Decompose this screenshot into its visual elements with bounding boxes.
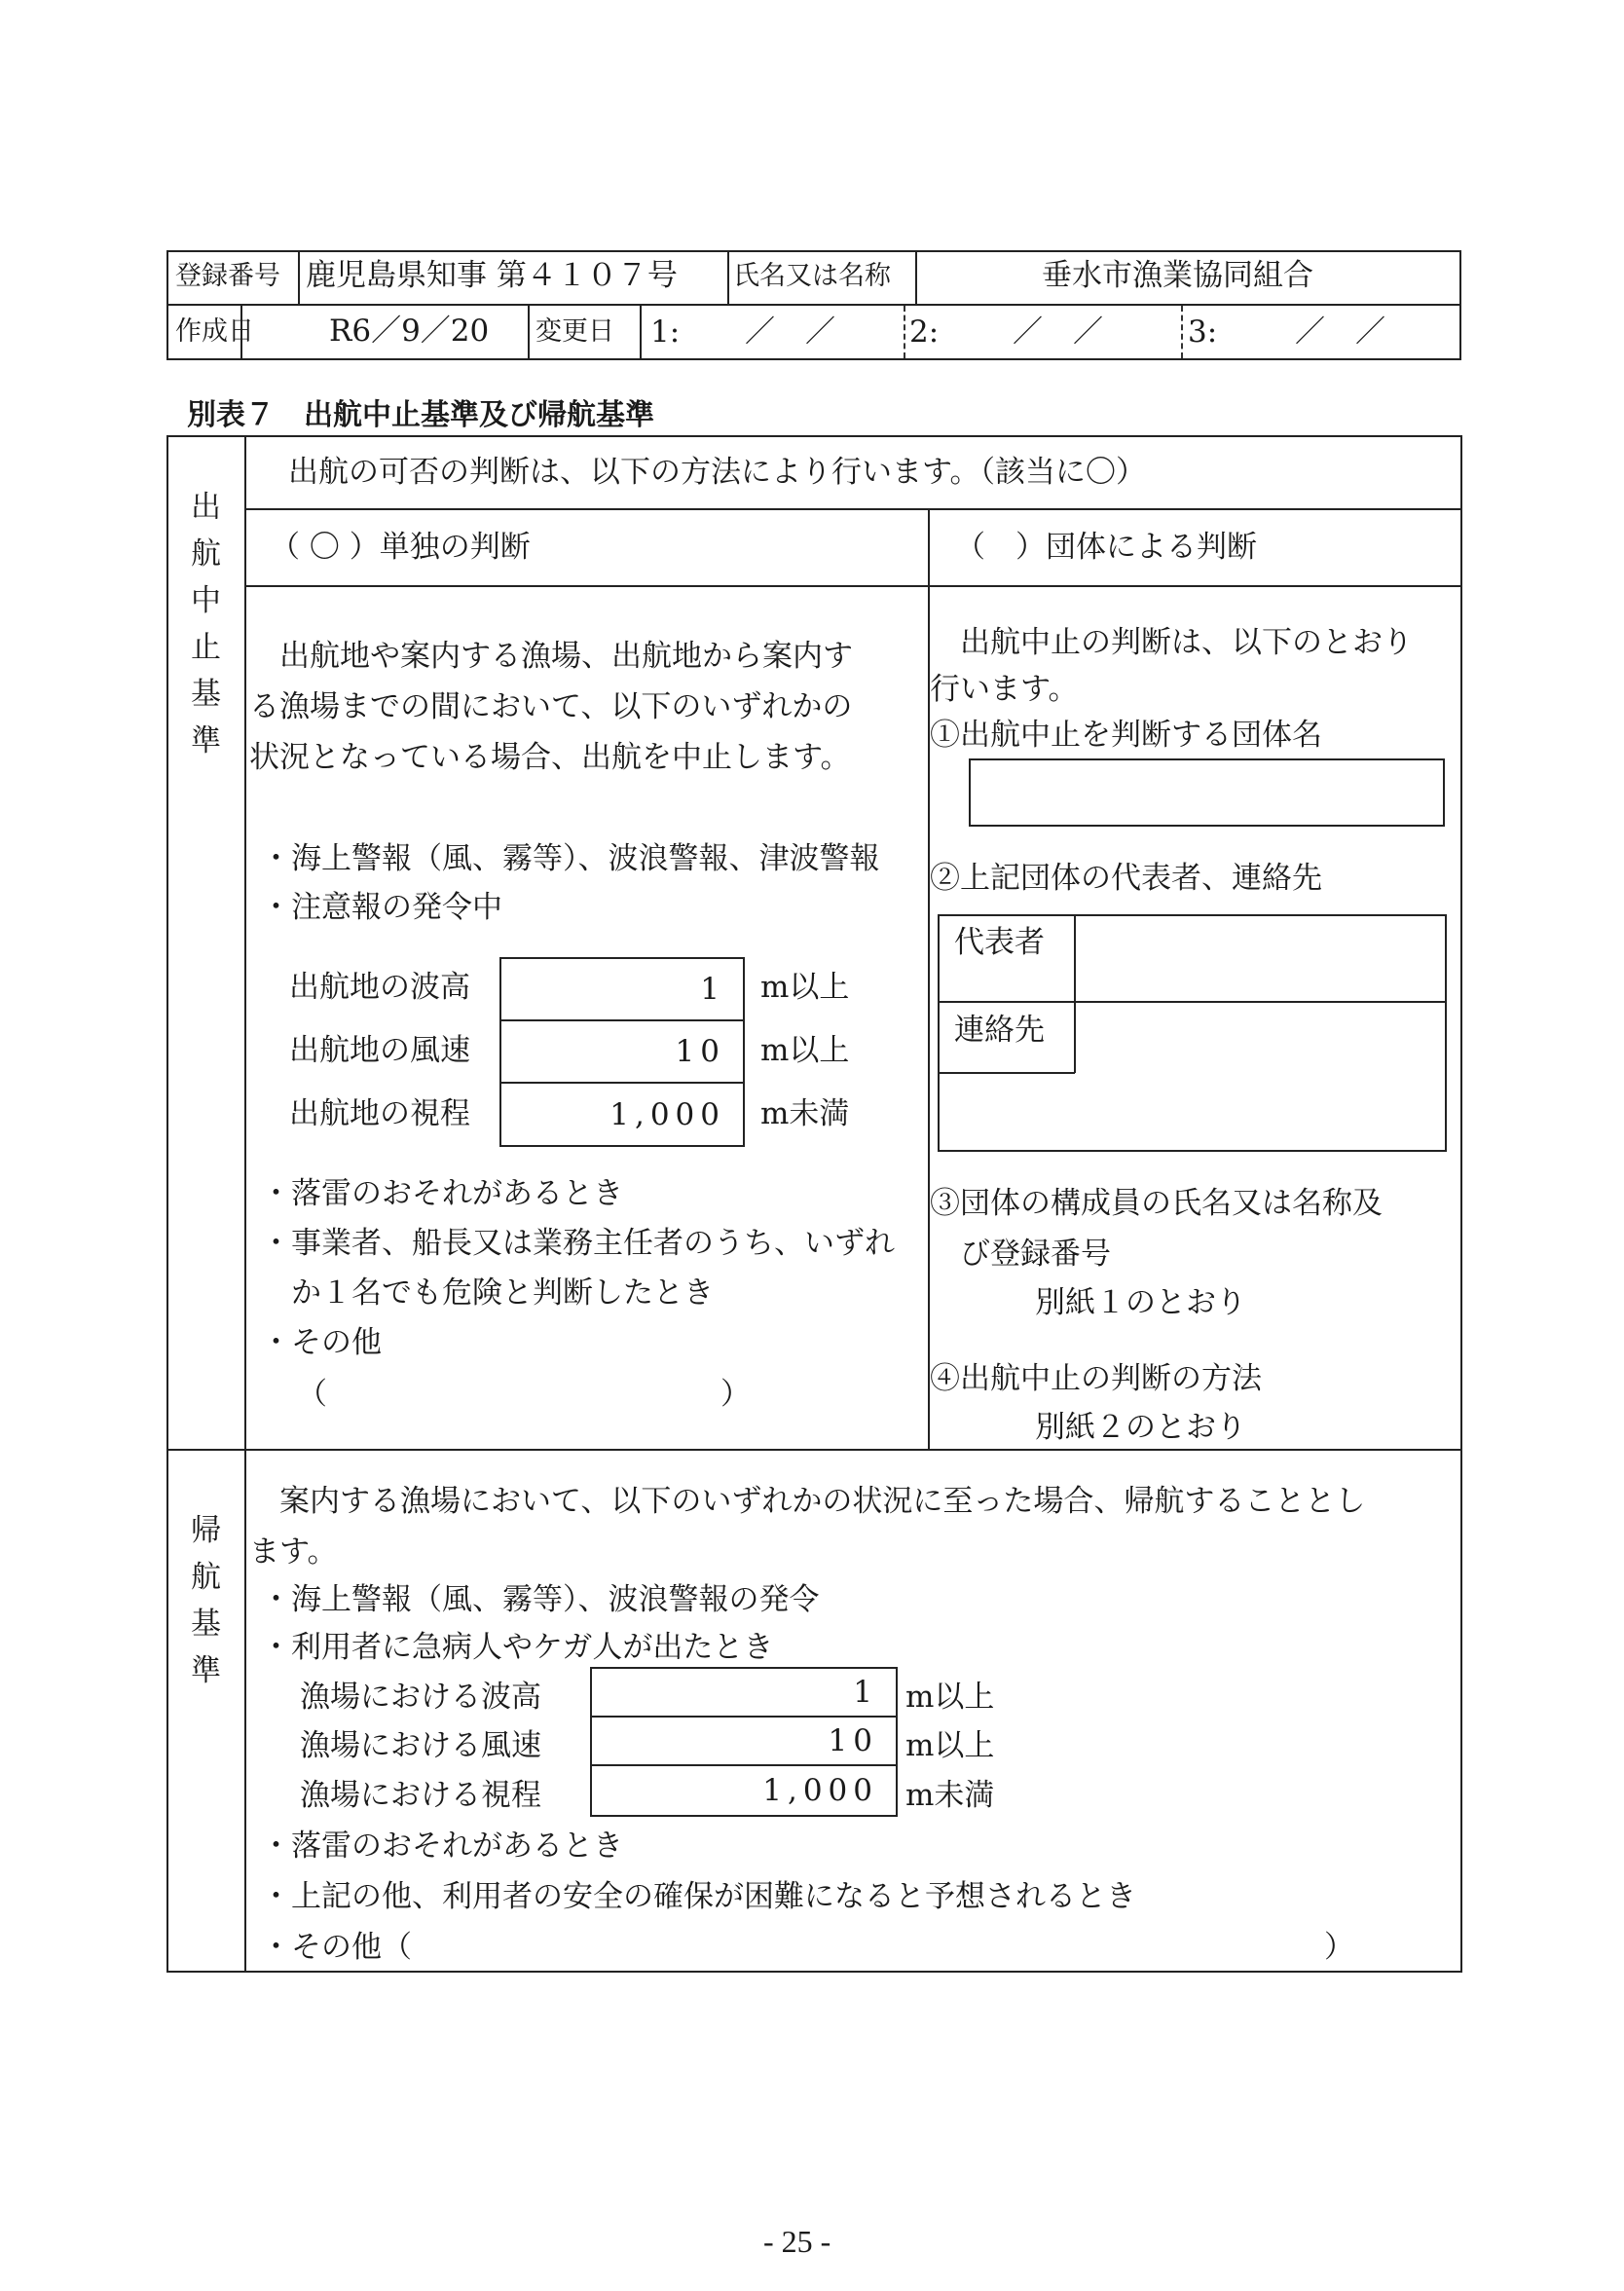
group-item-4: ④出航中止の判断の方法 — [930, 1361, 1262, 1396]
side-char: 航 — [191, 536, 221, 572]
created-value: R6／9／20 — [329, 314, 490, 349]
bullet-item: ・海上警報（風、霧等）、波浪警報の発令 — [261, 1582, 820, 1617]
change-slot-3-label: 3: — [1188, 314, 1218, 350]
side-char: 基 — [191, 677, 221, 712]
bullet-item: ・落雷のおそれがあるとき — [261, 1176, 623, 1211]
other-close-paren: ） — [1324, 1930, 1354, 1965]
group-name-field[interactable] — [969, 758, 1445, 827]
dashed-divider — [1181, 306, 1183, 358]
side-char: 止 — [191, 630, 221, 665]
threshold-unit: m未満 — [905, 1778, 995, 1813]
dashed-divider — [904, 306, 905, 358]
departure-intro: 出航の可否の判断は、以下の方法により行います。（該当に〇） — [288, 455, 1147, 490]
change-slot-2-value: ／ ／ — [1013, 314, 1103, 350]
divider — [727, 250, 729, 305]
change-slot-1-value: ／ ／ — [745, 314, 835, 350]
individual-paragraph-line: 出航地や案内する漁場、出航地から案内す — [249, 639, 853, 674]
side-char: 中 — [191, 583, 221, 618]
reg-no-label: 登録番号 — [175, 261, 280, 291]
label-column-divider — [244, 435, 246, 1973]
threshold-label: 出航地の風速 — [289, 1033, 470, 1068]
threshold-value: 10 — [828, 1723, 878, 1758]
group-item-3-line: び登録番号 — [930, 1237, 1111, 1272]
group-item-3-line: ③団体の構成員の氏名又は名称及 — [930, 1186, 1383, 1221]
change-slot-1-label: 1: — [650, 314, 681, 350]
change-slot-2-label: 2: — [909, 314, 940, 350]
departure-side-label — [191, 490, 221, 773]
section-divider — [166, 1449, 1462, 1451]
reg-no-value: 鹿児島県知事 第４１０７号 — [306, 258, 678, 293]
contact-label: 連絡先 — [954, 1013, 1045, 1048]
option-individual[interactable]: （ 〇 ）単独の判断 — [270, 530, 531, 565]
side-char: 基 — [191, 1607, 221, 1642]
section-title: 別表７ 出航中止基準及び帰航基準 — [187, 398, 654, 432]
option-divider — [244, 585, 1462, 587]
name-label: 氏名又は名称 — [733, 261, 891, 291]
threshold-label: 漁場における波高 — [300, 1680, 541, 1715]
threshold-unit: m以上 — [905, 1680, 995, 1715]
threshold-value: 1,000 — [609, 1096, 725, 1132]
group-item-1: ①出航中止を判断する団体名 — [930, 718, 1322, 753]
side-char: 航 — [191, 1560, 221, 1595]
threshold-value-field[interactable] — [590, 1716, 898, 1766]
threshold-label: 漁場における風速 — [300, 1728, 541, 1763]
bullet-item: ・上記の他、利用者の安全の確保が困難になると予想されるとき — [261, 1879, 1136, 1914]
side-char: 帰 — [191, 1513, 221, 1548]
threshold-value-field[interactable] — [590, 1667, 898, 1718]
change-slot-3-value: ／ ／ — [1295, 314, 1385, 350]
threshold-label: 漁場における視程 — [300, 1778, 541, 1813]
divider — [528, 304, 530, 360]
representative-label: 代表者 — [954, 925, 1045, 960]
threshold-value-field[interactable] — [499, 1019, 745, 1084]
bullet-item: ・利用者に急病人やケガ人が出たとき — [261, 1630, 774, 1665]
group-item-2: ②上記団体の代表者、連絡先 — [930, 861, 1322, 896]
header-row-divider — [166, 304, 1461, 306]
side-char: 出 — [191, 490, 221, 525]
name-value: 垂水市漁業協同組合 — [1042, 258, 1313, 293]
page-number: - 25 - — [763, 2224, 831, 2259]
other-open-paren: （ — [297, 1377, 327, 1412]
return-side-label — [191, 1513, 221, 1703]
bullet-item: ・その他 — [261, 1325, 382, 1360]
intro-divider — [244, 508, 1462, 510]
created-label: 作成日 — [175, 316, 254, 347]
option-group[interactable]: （ ）団体による判断 — [955, 530, 1257, 565]
bullet-item: ・事業者、船長又は業務主任者のうち、いずれ — [261, 1226, 895, 1261]
divider — [938, 1072, 1075, 1074]
threshold-value: 1,000 — [762, 1773, 878, 1808]
group-paragraph-line: 出航中止の判断は、以下のとおり — [930, 625, 1413, 660]
individual-paragraph-line: 状況となっている場合、出航を中止します。 — [249, 740, 851, 775]
side-char: 準 — [191, 723, 221, 758]
divider — [938, 1001, 1447, 1003]
group-item-4-value: 別紙２のとおり — [1035, 1410, 1246, 1445]
threshold-value-field[interactable] — [499, 957, 745, 1021]
threshold-unit: m以上 — [760, 970, 850, 1005]
threshold-value-field[interactable] — [590, 1764, 898, 1817]
group-paragraph-line: 行います。 — [930, 672, 1079, 707]
threshold-value: 10 — [675, 1034, 725, 1069]
threshold-unit: m以上 — [760, 1033, 850, 1068]
divider — [1074, 914, 1076, 1073]
bullet-item: か１名でも危険と判断したとき — [261, 1275, 714, 1311]
threshold-unit: m未満 — [760, 1096, 850, 1131]
individual-paragraph-line: る漁場までの間において、以下のいずれかの — [249, 689, 853, 724]
group-item-3-value: 別紙１のとおり — [1035, 1285, 1246, 1320]
divider — [915, 250, 917, 305]
other-close-paren: ） — [720, 1377, 751, 1412]
bullet-item: ・注意報の発令中 — [261, 890, 502, 925]
divider — [640, 304, 642, 360]
return-paragraph-line: 案内する漁場において、以下のいずれかの状況に至った場合、帰航することとし — [249, 1484, 1366, 1519]
threshold-label: 出航地の視程 — [289, 1096, 470, 1131]
threshold-label: 出航地の波高 — [289, 970, 470, 1005]
threshold-value: 1 — [853, 1675, 878, 1710]
threshold-value: 1 — [700, 972, 725, 1007]
bullet-item: ・海上警報（風、霧等）、波浪警報、津波警報 — [261, 841, 880, 876]
other-label: ・その他（ — [261, 1930, 412, 1965]
side-char: 準 — [191, 1653, 221, 1688]
threshold-value-field[interactable] — [499, 1082, 745, 1147]
bullet-item: ・落雷のおそれがあるとき — [261, 1829, 623, 1864]
changed-label: 変更日 — [535, 316, 614, 347]
divider — [298, 250, 300, 305]
threshold-unit: m以上 — [905, 1728, 995, 1763]
return-paragraph-line: ます。 — [249, 1534, 338, 1570]
